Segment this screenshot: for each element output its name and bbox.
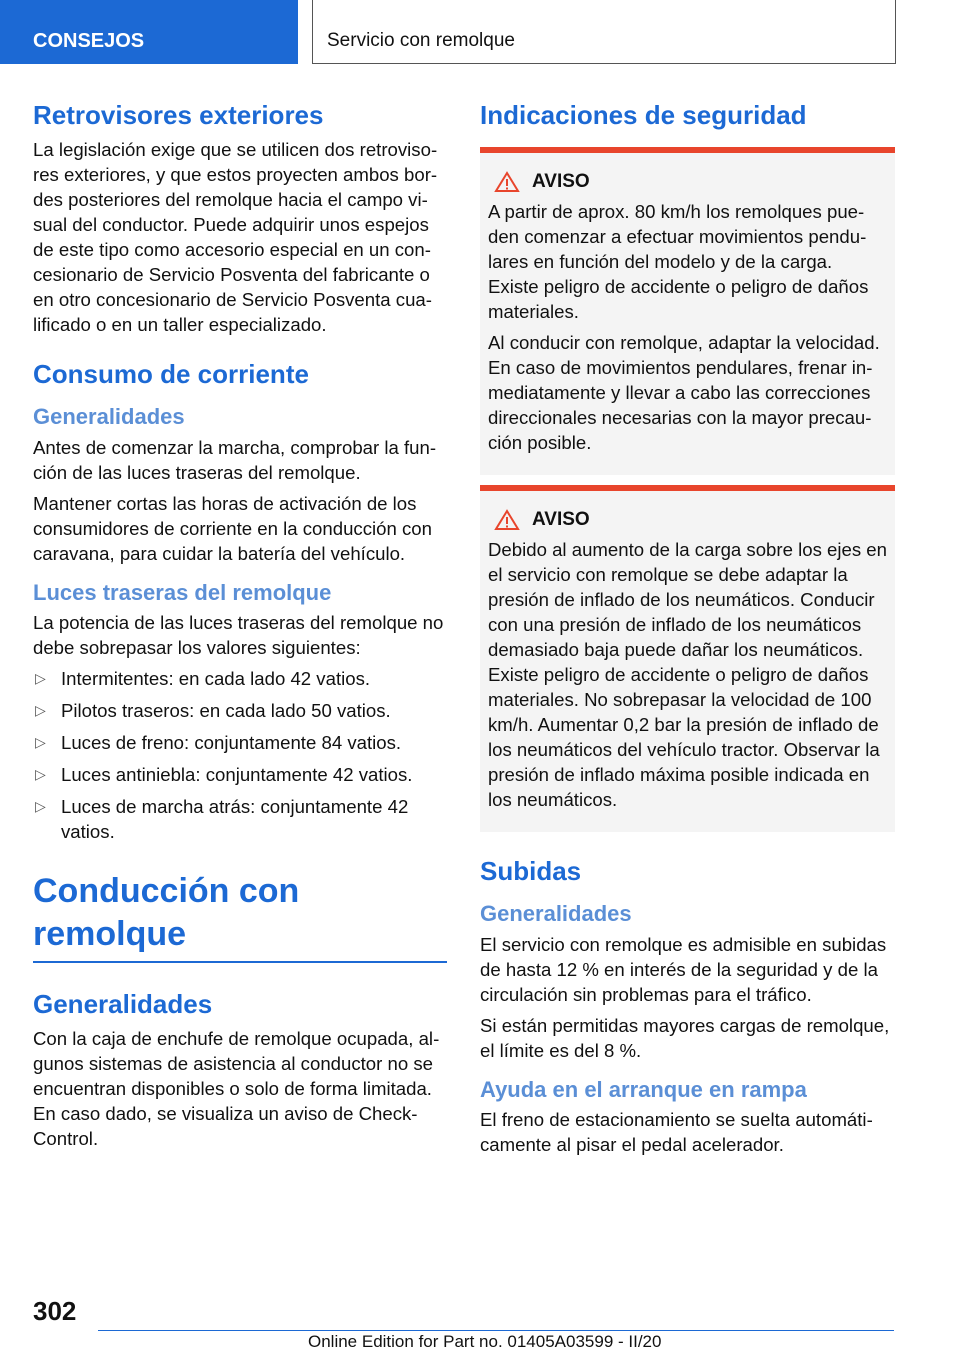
ramp-text: El freno de estacionamiento se suelta automáticamente al pisar el pedal acelerador.: [480, 1109, 873, 1156]
driving-text: Con la caja de enchufe de remolque ocupada, algunos sistemas de asistencia al conductor no se encuentran disponibles o solo de forma limitada. En caso dado, se visualiza un aviso de Check-Control.: [33, 1028, 440, 1150]
lights-heading: Luces traseras del remolque: [33, 579, 332, 605]
footer-edition: Online Edition for Part no. 01405A03599 - II/20: [308, 1332, 662, 1351]
triangle-right-icon: ▷: [35, 798, 46, 815]
safety-heading: Indicaciones de seguridad: [480, 100, 807, 130]
warning-triangle-icon: [494, 171, 520, 193]
mirrors-text: La legislación exige que se utilicen dos retrovisores exteriores, y que estos proyecten ambos bordes posteriores del remolque hacia el campo visual del conductor. Puede adquirir unos espejos de este tipo como accesorio especial en un concesionario de Servicio Posventa del fabricante o en otro concesionario de Servicio Posventa cualificado o en un taller especializado.: [33, 139, 438, 336]
warning-title-1: [488, 171, 887, 193]
climbs-heading: Subidas: [480, 856, 582, 887]
list-item: ▷ Intermitentes: en cada lado 42 vatios.: [35, 668, 371, 690]
left-column: [33, 100, 447, 1157]
triangle-right-icon: ▷: [35, 766, 46, 783]
driving-general-heading: Generalidades: [33, 989, 213, 1020]
warning1-p2: Al conducir con remolque, adaptar la velocidad. En caso de movimientos pendulares, frenar inmediatamente y llevar a cabo las correcciones direccionales necesarias con la mayor precaución posible.: [488, 332, 880, 454]
driving-heading: Conducción con remolque: [33, 870, 447, 963]
lights-list: [33, 666, 447, 844]
page-number: 302: [33, 1296, 77, 1326]
power-p1: Antes de comenzar la marcha, comprobar la función de las luces traseras del remolque.: [33, 436, 437, 483]
climbs-general-heading: Generalidades: [480, 901, 632, 927]
header-title: Servicio con remolque: [312, 0, 896, 64]
warning-label: AVISO: [532, 509, 590, 531]
list-item: ▷ Luces de marcha atrás: conjuntamente 42 vatios.: [35, 796, 409, 843]
ramp-heading: Ayuda en el arranque en rampa: [480, 1076, 807, 1102]
warning-title-2: [488, 509, 887, 531]
warning2-p1: Debido al aumento de la carga sobre los ejes en el servicio con remolque se debe adaptar la presión de inflado de los neumáticos. Conducir con una presión de inflado de los neumáticos demasiado baja puede dañar los neumáticos. Existe peligro de accidente o peligro de daños materiales. No sobrepasar la velocidad de 100 km/h. Aumentar 0,2 bar la presión de inflado de los neumáticos del vehículo tractor. Observar la presión de inflado máxima posible indicada en los neumáticos.: [488, 539, 887, 811]
footer-divider: [98, 1330, 894, 1331]
triangle-right-icon: ▷: [35, 734, 46, 751]
triangle-right-icon: ▷: [35, 670, 46, 687]
warning1-p1: A partir de aprox. 80 km/h los remolques pueden comenzar a efectuar movimientos pendulares en función del modelo y de la carga. Existe peligro de accidente o peligro de daños materiales.: [488, 201, 869, 323]
mirrors-heading: Retrovisores exteriores: [33, 100, 324, 130]
power-p2: Mantener cortas las horas de activación de los consumidores de corriente en la conducción con caravana, para cuidar la batería del vehículo.: [33, 492, 432, 564]
warning-triangle-icon: [494, 509, 520, 531]
power-general-heading: Generalidades: [33, 404, 185, 430]
lights-intro: La potencia de las luces traseras del remolque no debe sobrepasar los valores siguientes:: [33, 612, 444, 659]
climbs-p1: El servicio con remolque es admisible en subidas de hasta 12 % en interés de la seguridad y de la circulación sin problemas para el tráfico.: [480, 933, 887, 1005]
triangle-right-icon: ▷: [35, 702, 46, 719]
list-item: ▷ Pilotos traseros: en cada lado 50 vatios.: [35, 700, 391, 722]
header-section-tab: CONSEJOS: [0, 0, 298, 64]
list-item: ▷ Luces antiniebla: conjuntamente 42 vatios.: [35, 764, 413, 786]
power-heading: Consumo de corriente: [33, 359, 309, 390]
right-column: [480, 100, 895, 1163]
climbs-p2: Si están permitidas mayores cargas de remolque, el límite es del 8 %.: [480, 1014, 890, 1061]
warning-box-2: [480, 485, 895, 832]
list-item: ▷ Luces de freno: conjuntamente 84 vatios.: [35, 732, 402, 754]
warning-box-1: [480, 147, 895, 475]
warning-label: AVISO: [532, 171, 590, 193]
